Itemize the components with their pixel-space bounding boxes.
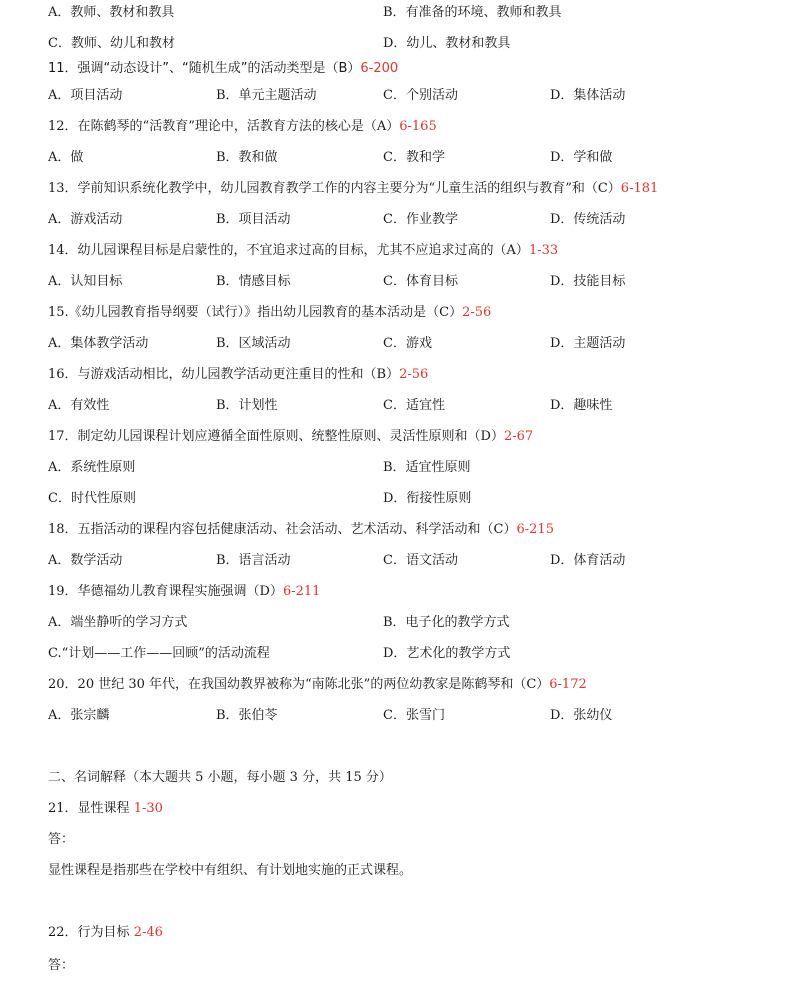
q16-option-a: A．有效性 xyxy=(48,398,110,413)
q19-option-a: A．端坐静听的学习方式 xyxy=(48,615,188,630)
q13-option-b: B．项目活动 xyxy=(216,212,291,227)
q22-page-ref: 2-46 xyxy=(133,925,163,940)
q17-option-b: B．适宜性原则 xyxy=(383,460,471,475)
q17-page-ref: 2-67 xyxy=(503,429,534,444)
q14-stem: 14．幼儿园课程目标是启蒙性的，不宜追求过高的目标，尤其不应追求过高的（A）1-33 xyxy=(48,243,559,258)
section-2-title: 二、名词解释（本大题共 5 小题，每小题 3 分，共 15 分） xyxy=(48,770,392,785)
q20-stem: 20．20 世纪 30 年代，在我国幼教界被称为“南陈北张”的两位幼教家是陈鹤琴和（C）6-172 xyxy=(48,677,587,692)
q12-option-c: C．教和学 xyxy=(383,150,445,165)
q10-option-c: C．教师、幼儿和教材 xyxy=(48,36,175,51)
q19-option-d: D．艺术化的教学方式 xyxy=(383,646,511,661)
q18-page-ref: 6-215 xyxy=(516,522,554,537)
q13-option-c: C．作业教学 xyxy=(383,212,458,227)
q11-option-c: C．个别活动 xyxy=(383,88,458,103)
q15-option-b: B．区域活动 xyxy=(216,336,291,351)
q21-answer-text: 显性课程是指那些在学校中有组织、有计划地实施的正式课程。 xyxy=(48,863,413,878)
q22-stem: 22．行为目标 2-46 xyxy=(48,925,163,940)
q10-option-d: D．幼儿、教材和教具 xyxy=(383,36,511,51)
q12-option-d: D．学和做 xyxy=(550,150,613,165)
q12-page-ref: 6-165 xyxy=(399,119,437,134)
q18-option-a: A．数学活动 xyxy=(48,553,123,568)
q15-stem: 15.《幼儿园教育指导纲要（试行）》指出幼儿园教育的基本活动是（C）2-56 xyxy=(48,305,492,320)
q20-option-d: D．张幼仪 xyxy=(550,708,613,723)
q17-option-c: C．时代性原则 xyxy=(48,491,136,506)
q17-option-a: A．系统性原则 xyxy=(48,460,136,475)
q18-option-c: C．语文活动 xyxy=(383,553,458,568)
q14-option-c: C．体育目标 xyxy=(383,274,458,289)
q22-answer-label: 答： xyxy=(48,958,75,973)
q11-option-a: A．项目活动 xyxy=(48,88,123,103)
q18-option-b: B．语言活动 xyxy=(216,553,291,568)
q15-option-a: A．集体教学活动 xyxy=(48,336,149,351)
q21-stem: 21．显性课程 1-30 xyxy=(48,801,163,816)
q20-option-a: A．张宗麟 xyxy=(48,708,110,723)
q15-option-d: D．主题活动 xyxy=(550,336,626,351)
q11-stem: 11．强调“动态设计”、“随机生成”的活动类型是（B）6-200 xyxy=(48,61,399,76)
q10-option-b: B．有准备的环境、教师和教具 xyxy=(383,5,562,20)
q11-page-ref: 6-200 xyxy=(360,61,399,76)
q10-option-a: A．教师、教材和教具 xyxy=(48,5,175,20)
q15-option-c: C．游戏 xyxy=(383,336,432,351)
q16-option-b: B．计划性 xyxy=(216,398,278,413)
q12-option-b: B．教和做 xyxy=(216,150,278,165)
q12-option-a: A．做 xyxy=(48,150,84,165)
q16-option-c: C．适宜性 xyxy=(383,398,445,413)
q14-option-a: A．认知目标 xyxy=(48,274,123,289)
q13-option-d: D．传统活动 xyxy=(550,212,626,227)
q15-page-ref: 2-56 xyxy=(462,305,492,320)
q13-page-ref: 6-181 xyxy=(620,181,659,196)
q21-page-ref: 1-30 xyxy=(133,801,163,816)
q11-option-d: D．集体活动 xyxy=(550,88,626,103)
q14-option-b: B．情感目标 xyxy=(216,274,291,289)
q19-option-c: C.“计划——工作——回顾”的活动流程 xyxy=(48,646,270,661)
q19-page-ref: 6-211 xyxy=(282,584,321,599)
q13-stem: 13．学前知识系统化教学中，幼儿园教育教学工作的内容主要分为“儿童生活的组织与教育”和（C）6-181 xyxy=(48,181,659,196)
q17-stem: 17．制定幼儿园课程计划应遵循全面性原则、统整性原则、灵活性原则和（D）2-67 xyxy=(48,429,534,444)
q20-option-c: C．张雪门 xyxy=(383,708,445,723)
q17-option-d: D．衔接性原则 xyxy=(383,491,472,506)
q14-option-d: D．技能目标 xyxy=(550,274,626,289)
q16-stem: 16．与游戏活动相比，幼儿园教学活动更注重目的性和（B）2-56 xyxy=(48,367,429,382)
q18-stem: 18．五指活动的课程内容包括健康活动、社会活动、艺术活动、科学活动和（C）6-215 xyxy=(48,522,554,537)
q16-page-ref: 2-56 xyxy=(399,367,429,382)
q20-page-ref: 6-172 xyxy=(549,677,587,692)
q19-stem: 19．华德福幼儿教育课程实施强调（D）6-211 xyxy=(48,584,321,599)
q19-option-b: B．电子化的教学方式 xyxy=(383,615,510,630)
q21-answer-label: 答： xyxy=(48,832,75,847)
q18-option-d: D．体育活动 xyxy=(550,553,626,568)
q16-option-d: D．趣味性 xyxy=(550,398,613,413)
q14-page-ref: 1-33 xyxy=(528,243,559,258)
q12-stem: 12．在陈鹤琴的“活教育”理论中，活教育方法的核心是（A）6-165 xyxy=(48,119,437,134)
q13-option-a: A．游戏活动 xyxy=(48,212,123,227)
q20-option-b: B．张伯苓 xyxy=(216,708,278,723)
q11-option-b: B．单元主题活动 xyxy=(216,88,317,103)
